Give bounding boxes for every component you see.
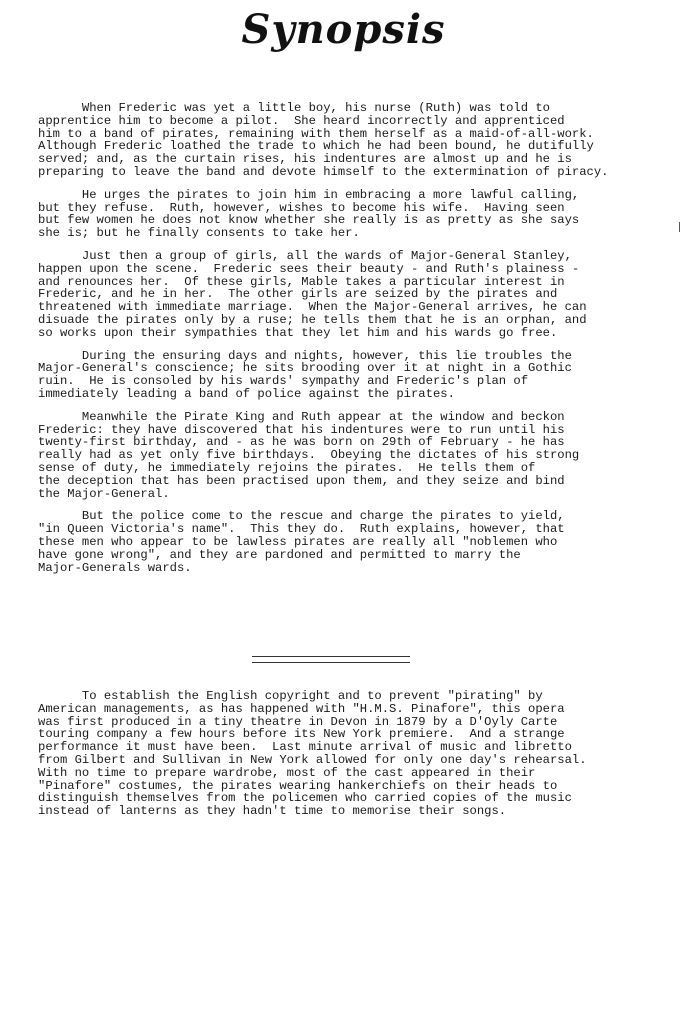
page-title: Synopsis (241, 6, 446, 53)
synopsis-section (38, 102, 638, 584)
synopsis-paragraph: But the police come to the rescue and charge the pirates to yield, "in Queen Victoria's name". This they do. Ruth explains, however, that these men who appear to be lawless pirates are really all "noblemen who have gone wrong", and they are pardoned and permitted to marry the Major-Generals wards. (38, 509, 565, 575)
history-note-paragraph: To establish the English copyright and to prevent "pirating" by American managements, as has happened with "H.M.S. Pinafore", this opera was first produced in a tiny theatre in Devon in 1879 by a D'Oyly Carte touring company a few hours before its New York premiere. And a strange performance it must have been. Last minute arrival of music and libretto from Gilbert and Sullivan in New York allowed for only one day's rehearsal. With no time to prepare wardrobe, most of the cast appeared in their "Pinafore" costumes, the pirates wearing hankerchiefs on their heads to distinguish themselves from the policemen who carried copies of the music instead of lanterns as they hadn't time to memorise their songs. (38, 689, 587, 819)
synopsis-paragraph: When Frederic was yet a little boy, his nurse (Ruth) was told to apprentice him to become a pilot. She heard incorrectly and apprenticed him to a band of pirates, remaining with them herself as a maid-of-all-work. Although Frederic loathed the trade to which he had been bound, he dutifully served; and, as the curtain rises, his indentures are almost up and he is preparing to leave the band and devote himself to the extermination of piracy. (38, 101, 609, 179)
margin-mark (679, 222, 680, 232)
section-divider (252, 656, 410, 663)
synopsis-paragraph: Meanwhile the Pirate King and Ruth appear at the window and beckon Frederic: they have discovered that his indentures were to run until his twenty-first birthday, and - as he was born on 29th of February - he has really had as yet only five birthdays. Obeying the dictates of his strong sense of duty, he immediately rejoins the pirates. He tells them of the deception that has been practised upon them, and they seize and bind the Major-General. (38, 409, 580, 501)
synopsis-paragraph: He urges the pirates to join him in embracing a more lawful calling, but they refuse. Ruth, however, wishes to become his wife. Having seen but few women he does not know whether she really is as pretty as she says she is; but he finally consents to take her. (38, 187, 580, 241)
synopsis-paragraph: During the ensuring days and nights, however, this lie troubles the Major-General's conscience; he sits brooding over it at night in a Gothic ruin. He is consoled by his wards' sympathy and Frederic's plan of immediately leading a band of police against the pirates. (38, 348, 572, 401)
history-note-section (38, 690, 638, 828)
synopsis-paragraph: Just then a group of girls, all the wards of Major-General Stanley, happen upon the scene. Frederic sees their beauty - and Ruth's plainess - and renounces her. Of these girls, Mable takes a particular interest in Frederic, and he in her. The other girls are seized by the pirates and threatened with immediate marriage. When the Major-General arrives, he can disuade the pirates only by a ruse; he tells them that he is an orphan, and so works upon their sympathies that they let him and his wards go free. (38, 248, 587, 340)
